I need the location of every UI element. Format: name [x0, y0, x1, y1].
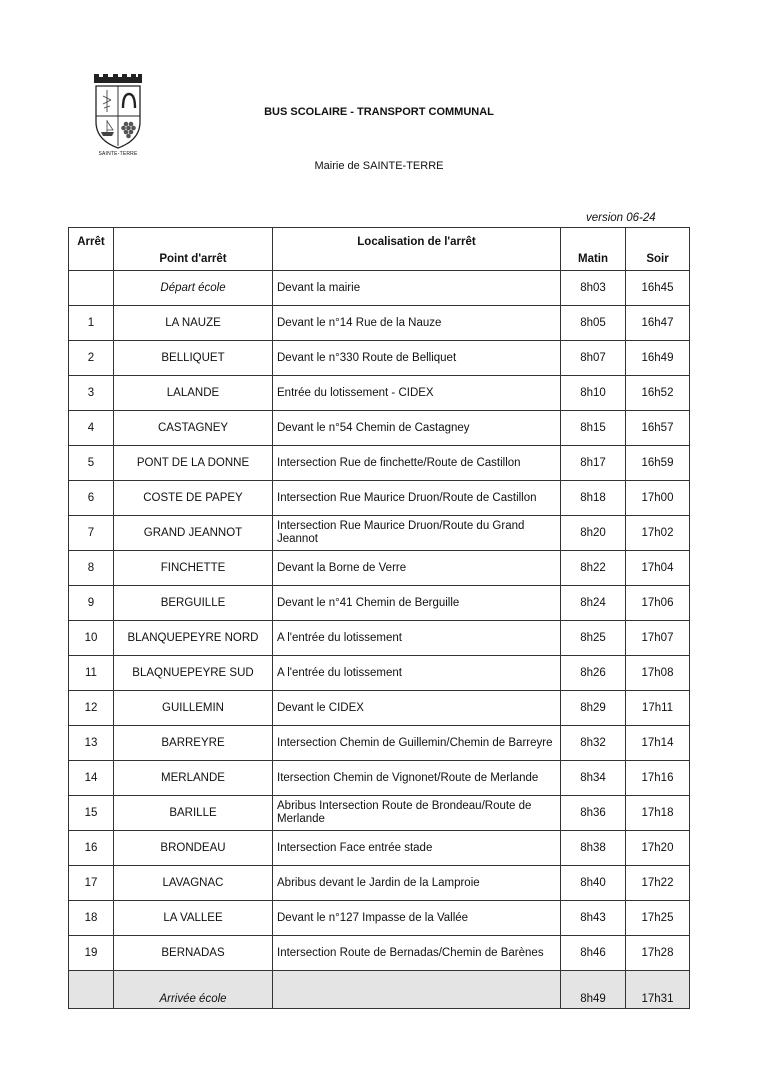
stop-number — [69, 971, 114, 1009]
morning-time: 8h24 — [561, 586, 626, 621]
stop-number: 13 — [69, 726, 114, 761]
stop-name: BARILLE — [114, 796, 273, 831]
stop-number: 14 — [69, 761, 114, 796]
table-row — [69, 901, 690, 936]
morning-time: 8h26 — [561, 656, 626, 691]
stop-location: A l'entrée du lotissement — [273, 621, 561, 656]
table-row — [69, 516, 690, 551]
table-row — [69, 411, 690, 446]
stop-name: Départ école — [114, 271, 273, 306]
table-row — [69, 866, 690, 901]
stop-name: MERLANDE — [114, 761, 273, 796]
stop-number — [69, 271, 114, 306]
morning-time: 8h36 — [561, 796, 626, 831]
stop-number: 17 — [69, 866, 114, 901]
morning-time: 8h38 — [561, 831, 626, 866]
stop-location: Itersection Chemin de Vignonet/Route de Merlande — [273, 761, 561, 796]
morning-time: 8h25 — [561, 621, 626, 656]
stop-name: GUILLEMIN — [114, 691, 273, 726]
stop-location: Abribus devant le Jardin de la Lamproie — [273, 866, 561, 901]
stop-location: A l'entrée du lotissement — [273, 656, 561, 691]
stop-name: BARREYRE — [114, 726, 273, 761]
morning-time: 8h17 — [561, 446, 626, 481]
morning-time: 8h15 — [561, 411, 626, 446]
morning-time: 8h18 — [561, 481, 626, 516]
evening-time: 17h28 — [626, 936, 690, 971]
evening-time: 17h11 — [626, 691, 690, 726]
stop-name: PONT DE LA DONNE — [114, 446, 273, 481]
evening-time: 17h00 — [626, 481, 690, 516]
morning-time: 8h22 — [561, 551, 626, 586]
document-title: BUS SCOLAIRE - TRANSPORT COMMUNAL — [264, 106, 494, 118]
evening-time: 17h14 — [626, 726, 690, 761]
stop-number: 4 — [69, 411, 114, 446]
evening-time: 17h25 — [626, 901, 690, 936]
table-row — [69, 481, 690, 516]
morning-time: 8h10 — [561, 376, 626, 411]
stop-location: Intersection Face entrée stade — [273, 831, 561, 866]
table-row — [69, 586, 690, 621]
table-row — [69, 936, 690, 971]
table-row — [69, 656, 690, 691]
column-header-morning: Matin — [561, 228, 626, 271]
morning-time: 8h07 — [561, 341, 626, 376]
morning-time: 8h46 — [561, 936, 626, 971]
stop-name: LA NAUZE — [114, 306, 273, 341]
stop-name: BERGUILLE — [114, 586, 273, 621]
arrival-row — [69, 971, 690, 1009]
stop-name: BLAQNUEPEYRE SUD — [114, 656, 273, 691]
stop-number: 9 — [69, 586, 114, 621]
morning-time: 8h20 — [561, 516, 626, 551]
evening-time: 17h07 — [626, 621, 690, 656]
stop-number: 11 — [69, 656, 114, 691]
morning-time: 8h49 — [561, 971, 626, 1009]
stop-name: BERNADAS — [114, 936, 273, 971]
stop-location: Abribus Intersection Route de Brondeau/Route de Merlande — [273, 796, 561, 831]
table-row — [69, 621, 690, 656]
stop-name: CASTAGNEY — [114, 411, 273, 446]
table-row — [69, 796, 690, 831]
document-subtitle: Mairie de SAINTE-TERRE — [314, 160, 444, 172]
stop-name: LALANDE — [114, 376, 273, 411]
table-row — [69, 341, 690, 376]
stop-location: Intersection Chemin de Guillemin/Chemin de Barreyre — [273, 726, 561, 761]
evening-time: 17h20 — [626, 831, 690, 866]
table-row — [69, 446, 690, 481]
column-header-location: Localisation de l'arrêt — [273, 228, 561, 271]
stop-name: LAVAGNAC — [114, 866, 273, 901]
stop-number: 19 — [69, 936, 114, 971]
table-header-row — [69, 228, 690, 271]
stop-number: 2 — [69, 341, 114, 376]
evening-time: 17h18 — [626, 796, 690, 831]
evening-time: 17h04 — [626, 551, 690, 586]
stop-number: 15 — [69, 796, 114, 831]
stop-name: COSTE DE PAPEY — [114, 481, 273, 516]
table-row — [69, 551, 690, 586]
stop-number: 8 — [69, 551, 114, 586]
evening-time: 16h57 — [626, 411, 690, 446]
stop-name: FINCHETTE — [114, 551, 273, 586]
evening-time: 17h22 — [626, 866, 690, 901]
morning-time: 8h29 — [561, 691, 626, 726]
column-header-evening: Soir — [626, 228, 690, 271]
morning-time: 8h32 — [561, 726, 626, 761]
stop-number: 12 — [69, 691, 114, 726]
departure-row — [69, 271, 690, 306]
stop-number: 5 — [69, 446, 114, 481]
stop-name: Arrivée école — [114, 971, 273, 1009]
stop-location: Intersection Rue de finchette/Route de Castillon — [273, 446, 561, 481]
table-row — [69, 691, 690, 726]
version-label: version 06-24 — [586, 212, 656, 224]
stop-location: Devant le n°127 Impasse de la Vallée — [273, 901, 561, 936]
bus-schedule-table — [68, 227, 690, 1009]
stop-location: Entrée du lotissement - CIDEX — [273, 376, 561, 411]
stop-location: Devant la Borne de Verre — [273, 551, 561, 586]
stop-number: 3 — [69, 376, 114, 411]
evening-time: 17h16 — [626, 761, 690, 796]
municipal-coat-of-arms — [86, 74, 150, 164]
stop-location: Intersection Route de Bernadas/Chemin de Barènes — [273, 936, 561, 971]
stop-location: Intersection Rue Maurice Druon/Route du Grand Jeannot — [273, 516, 561, 551]
evening-time: 16h59 — [626, 446, 690, 481]
evening-time: 16h49 — [626, 341, 690, 376]
stop-number: 1 — [69, 306, 114, 341]
evening-time: 17h02 — [626, 516, 690, 551]
stop-location: Devant la mairie — [273, 271, 561, 306]
stop-location: Devant le n°41 Chemin de Berguille — [273, 586, 561, 621]
stop-location: Devant le n°54 Chemin de Castagney — [273, 411, 561, 446]
morning-time: 8h34 — [561, 761, 626, 796]
stop-location: Devant le n°330 Route de Belliquet — [273, 341, 561, 376]
table-row — [69, 306, 690, 341]
stop-number: 10 — [69, 621, 114, 656]
stop-name: GRAND JEANNOT — [114, 516, 273, 551]
evening-time: 17h08 — [626, 656, 690, 691]
stop-number: 6 — [69, 481, 114, 516]
stop-name: LA VALLEE — [114, 901, 273, 936]
morning-time: 8h03 — [561, 271, 626, 306]
evening-time: 16h45 — [626, 271, 690, 306]
stop-name: BELLIQUET — [114, 341, 273, 376]
stop-name: BRONDEAU — [114, 831, 273, 866]
morning-time: 8h05 — [561, 306, 626, 341]
logo-caption: SAINTE-TERRE — [98, 151, 138, 157]
table-row — [69, 831, 690, 866]
evening-time: 17h06 — [626, 586, 690, 621]
column-header-stop-name: Point d'arrêt — [114, 228, 273, 271]
stop-location: Intersection Rue Maurice Druon/Route de Castillon — [273, 481, 561, 516]
stop-number: 18 — [69, 901, 114, 936]
evening-time: 17h31 — [626, 971, 690, 1009]
table-row — [69, 376, 690, 411]
stop-location — [273, 971, 561, 1009]
column-header-stop-number: Arrêt — [69, 228, 114, 271]
morning-time: 8h40 — [561, 866, 626, 901]
evening-time: 16h47 — [626, 306, 690, 341]
evening-time: 16h52 — [626, 376, 690, 411]
table-row — [69, 761, 690, 796]
stop-number: 7 — [69, 516, 114, 551]
stop-name: BLANQUEPEYRE NORD — [114, 621, 273, 656]
morning-time: 8h43 — [561, 901, 626, 936]
stop-location: Devant le CIDEX — [273, 691, 561, 726]
stop-location: Devant le n°14 Rue de la Nauze — [273, 306, 561, 341]
table-row — [69, 726, 690, 761]
stop-number: 16 — [69, 831, 114, 866]
